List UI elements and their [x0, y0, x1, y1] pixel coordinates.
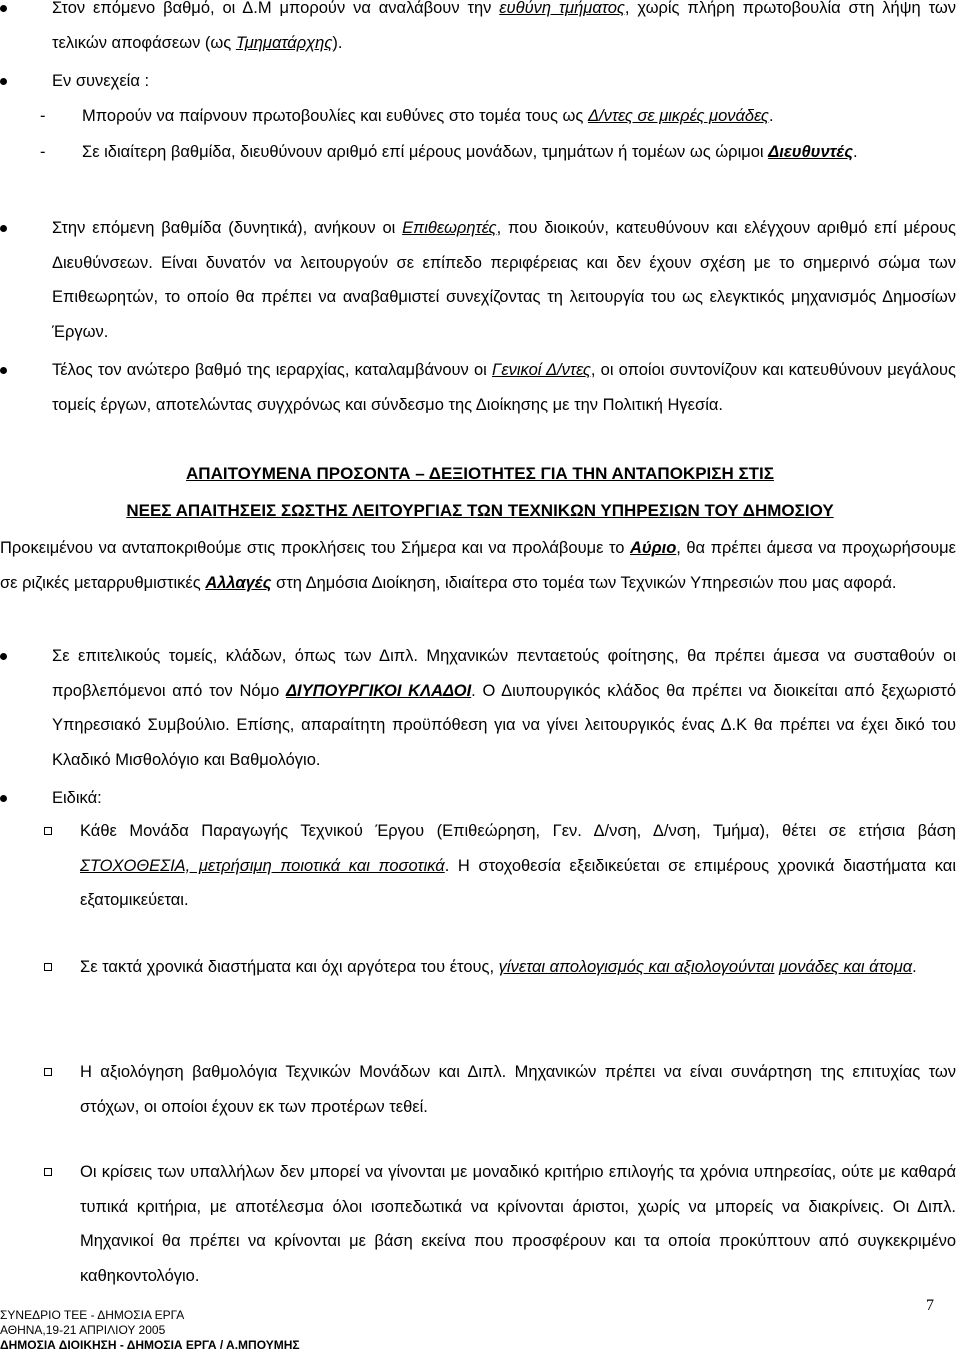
- dash-marker: -: [40, 107, 46, 125]
- text-run: Σε τακτά χρονικά διαστήματα και όχι αργότερα του έτους,: [80, 958, 499, 976]
- text-run: , χωρίς πλήρη πρωτοβουλία στη λήψη των τελικών αποφάσεων (ως: [52, 0, 956, 52]
- bullet-specifically: [0, 781, 960, 816]
- emphasis-text: ΔΙΥΠΟΥΡΓΙΚΟΙ ΚΛΑΔΟΙ: [285, 681, 472, 700]
- emphasis-text: Επιθεωρητές: [402, 219, 497, 237]
- text-run: Στον επόμενο βαθμό, οι Δ.Μ μπορούν να αναλάβουν την: [52, 0, 500, 17]
- bullet-dot: [0, 5, 7, 12]
- checkbox-item: [0, 1055, 960, 1124]
- bullet-inspectors: [0, 211, 960, 349]
- text-run: Προκειμένου να ανταποκριθούμε στις προκλήσεις του Σήμερα και να προλάβουμε το: [0, 539, 630, 557]
- emphasis-text: Δ/ντες σε μικρές μονάδες: [587, 107, 769, 125]
- bullet-dot: [0, 653, 7, 660]
- text-run: Στην επόμενη βαθμίδα (δυνητικά), ανήκουν οι: [52, 219, 403, 237]
- emphasis-text: μονάδες και άτομα: [779, 958, 913, 976]
- emphasis-text: ΣΤΟΧΟΘΕΣΙΑ, μετρήσιμη ποιοτικά και ποσοτικά: [80, 856, 445, 875]
- emphasis-text: Αύριο: [629, 539, 677, 557]
- emphasis-text: γίνεται απολογισμός και αξιολογούνται: [498, 958, 775, 976]
- text-run: Τέλος τον ανώτερο βαθμό της ιεραρχίας, καταλαμβάνουν οι: [52, 361, 492, 379]
- bullet-item: [0, 64, 960, 99]
- dash-small-units: [0, 99, 960, 134]
- footer-line-3: ΔΗΜΟΣΙΑ ΔΙΟΙΚΗΣΗ - ΔΗΜΟΣΙΑ ΕΡΓΑ / Α.ΜΠΟΥΜΗΣ: [0, 1338, 300, 1352]
- text-run: Ειδικά:: [52, 789, 102, 807]
- sub-item-grading: [0, 1055, 960, 1124]
- heading-line-1: ΑΠΑΙΤΟΥΜΕΝΑ ΠΡΟΣΟΝΤΑ – ΔΕΞΙΟΤΗΤΕΣ ΓΙΑ ΤΗΝ ΑΝΤΑΠΟΚΡΙΣΗ ΣΤΙΣ: [186, 464, 774, 483]
- text-run: ).: [332, 33, 343, 52]
- text-run: Σε επιτελικούς τομείς, κλάδων, όπως των Διπλ. Μηχανικών πενταετούς φοίτησης, θα πρέπει άμεσα να συσταθούν οι προβλεπόμενοι από τον Νόμο: [52, 647, 956, 700]
- bullet-item: [0, 781, 960, 816]
- emphasis-text: Γενικοί Δ/ντες: [491, 361, 591, 379]
- emphasis-text: Τμηματάρχης: [235, 33, 333, 52]
- bullet-responsibility: [0, 0, 960, 60]
- text-run: στη Δημόσια Διοίκηση, ιδιαίτερα στο τομέα των Τεχνικών Υπηρεσιών που μας αφορά.: [271, 573, 897, 592]
- text-run: Κάθε Μονάδα Παραγωγής Τεχνικού Έργου (Επιθεώρηση, Γεν. Δ/νση, Δ/νση, Τμήμα), θέτει σε ετήσια βάση: [80, 822, 956, 840]
- intro-paragraph: [0, 531, 956, 600]
- text-run: . Ο Διυπουργικός κλάδος θα πρέπει να διοικείται από ξεχωριστό Υπηρεσιακό Συμβούλιο. Επίσης, απαραίτητη προϋπόθεση για να γίνει λειτουργικός ένας Δ.Κ θα πρέπει να έχει δικό του Κλαδικό Μισθολόγιο και Βαθμολόγιο.: [52, 681, 956, 769]
- bullet-item: [0, 211, 960, 349]
- emphasis-text: ευθύνη τμήματος: [499, 0, 625, 17]
- text-run: . Η στοχοθεσία εξειδικεύεται σε επιμέρους χρονικά διαστήματα και εξατομικεύεται.: [80, 856, 956, 909]
- square-bullet-icon: [44, 963, 52, 971]
- square-bullet-icon: [44, 827, 52, 835]
- checkbox-item: [0, 1155, 960, 1293]
- bullet-item: [0, 0, 960, 60]
- emphasis-text: Αλλαγές: [205, 573, 272, 592]
- text-run: Σε ιδιαίτερη βαθμίδα, διευθύνουν αριθμό επί μέρους μονάδων, τμημάτων ή τομέων ως ώριμοι: [82, 143, 769, 161]
- dash-directors: [0, 135, 960, 170]
- text-run: .: [768, 107, 774, 125]
- text-run: Μπορούν να παίρνουν πρωτοβουλίες και ευθύνες στο τομέα τους ως: [82, 107, 588, 125]
- footer-line-1: ΣΥΝΕΔΡΙΟ ΤΕΕ - ΔΗΜΟΣΙΑ ΕΡΓΑ: [0, 1308, 185, 1322]
- footer-line-2: ΑΘΗΝΑ,19-21 ΑΠΡΙΛΙΟΥ 2005: [0, 1323, 166, 1337]
- sub-item-evaluation: [0, 950, 960, 985]
- checkbox-item: [0, 814, 960, 918]
- text-run: , που διοικούν, κατευθύνουν και ελέγχουν αριθμό επί μέρους Διευθύνσεων. Είναι δυνατόν να λειτουργούν σε επίπεδο περιφέρειας και δεν έχουν σχέση με το σημερινό σώμα των Επιθεωρητών, το οποίο θα πρέπει να αναβαθμιστεί συνεχίζοντας τη λειτουργία του ως ελεγκτικός μηχανισμός Δημοσίων Έργων.: [52, 219, 956, 341]
- square-bullet-icon: [44, 1068, 52, 1076]
- page-footer: [0, 1308, 300, 1353]
- text-run: Οι κρίσεις των υπαλλήλων δεν μπορεί να γίνονται με μοναδικό κριτήριο επιλογής τα χρόνια υπηρεσίας, ούτε με καθαρά τυπικά κριτήρια, με αποτέλεσμα όλοι ισοπεδωτικά να κρίνονται άριστοι, χωρίς να μπορείς να διακρίνεις. Οι Διπλ. Μηχανικοί θα πρέπει να κρίνονται με βάση εκείνα που προσφέρουν και τα οποία προκύπτουν από συγκεκριμένο καθηκοντολόγιο.: [80, 1163, 956, 1285]
- text-run: Εν συνεχεία :: [52, 72, 150, 90]
- emphasis-text: Διευθυντές: [768, 143, 854, 161]
- dash-item: [0, 135, 960, 170]
- text-run: , θα πρέπει άμεσα να προχωρήσουμε σε ριζικές μεταρρυθμιστικές: [0, 539, 957, 592]
- bullet-dot: [0, 78, 7, 85]
- bullet-item: [0, 639, 960, 777]
- bullet-dot: [0, 225, 7, 232]
- bullet-general-directors: [0, 353, 960, 422]
- heading-line-2: ΝΕΕΣ ΑΠΑΙΤΗΣΕΙΣ ΣΩΣΤΗΣ ΛΕΙΤΟΥΡΓΙΑΣ ΤΩΝ ΤΕΧΝΙΚΩΝ ΥΠΗΡΕΣΙΩΝ ΤΟΥ ΔΗΜΟΣΙΟΥ: [126, 501, 834, 520]
- section-heading: [0, 455, 960, 529]
- text-run: .: [912, 958, 917, 976]
- text-run: Η αξιολόγηση βαθμολόγια Τεχνικών Μονάδων και Διπλ. Μηχανικών πρέπει να είναι συνάρτηση της επιτυχίας των στόχων, οι οποίοι έχουν εκ των προτέρων τεθεί.: [80, 1063, 956, 1116]
- page-number: 7: [926, 1297, 934, 1314]
- bullet-dot: [0, 795, 7, 802]
- text-run: .: [853, 143, 858, 161]
- bullet-dot: [0, 367, 7, 374]
- sub-item-judgements: [0, 1155, 960, 1293]
- dash-marker: -: [40, 143, 46, 161]
- dash-item: [0, 99, 960, 134]
- bullet-next: [0, 64, 960, 99]
- bullet-item: [0, 353, 960, 422]
- sub-item-targets: [0, 814, 960, 918]
- bullet-interministerial: [0, 639, 960, 777]
- checkbox-item: [0, 950, 960, 985]
- paragraph: [0, 531, 956, 600]
- text-run: , οι οποίοι συντονίζουν και κατευθύνουν μεγάλους τομείς έργων, αποτελώντας συγχρόνως και σύνδεσμο της Διοίκησης με την Πολιτική Ηγεσία.: [52, 361, 957, 414]
- square-bullet-icon: [44, 1168, 52, 1176]
